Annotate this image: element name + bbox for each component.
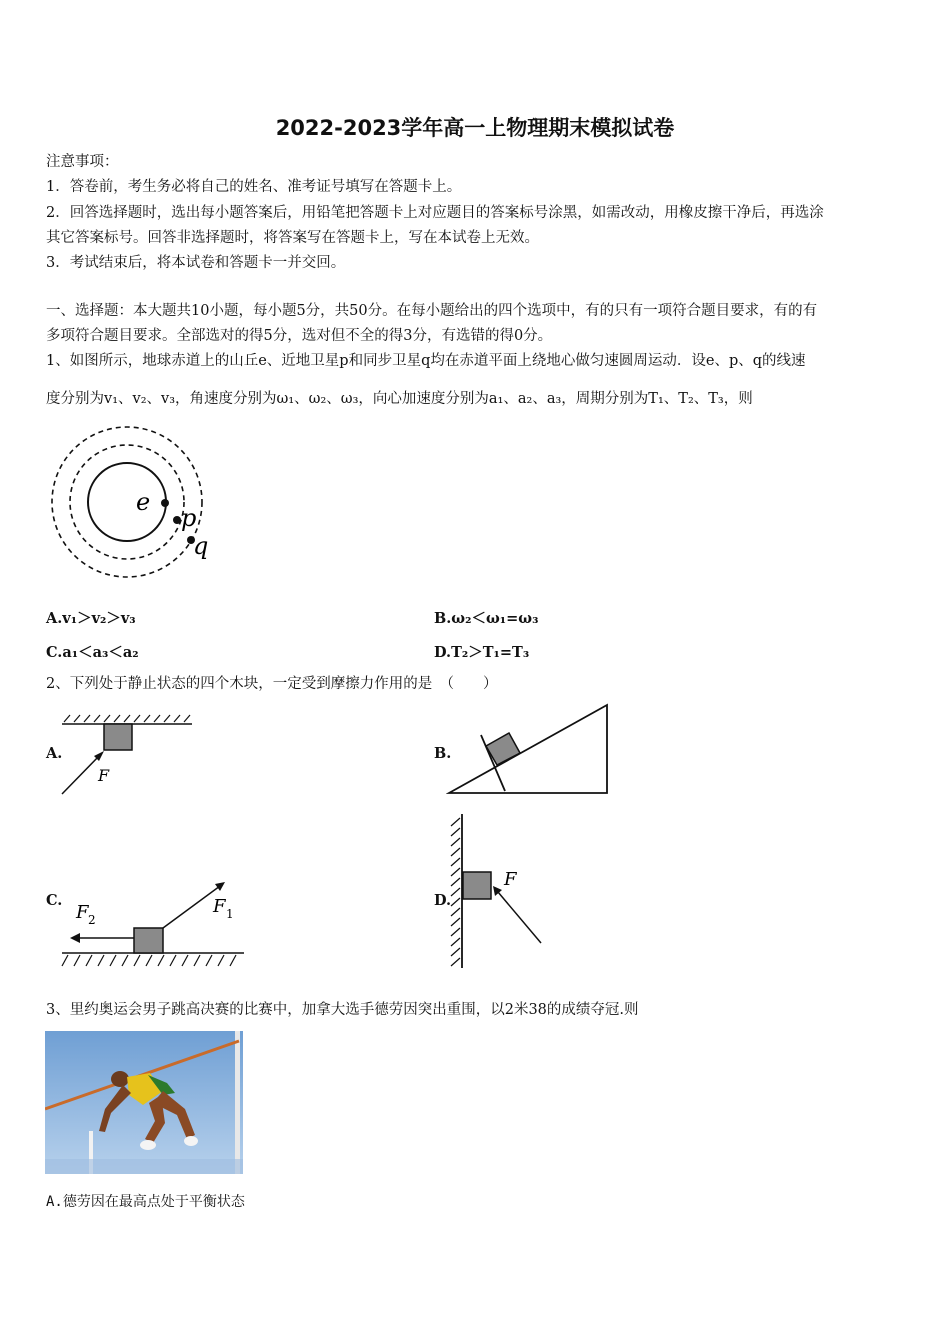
orbit-diagram xyxy=(46,422,216,592)
q2-option-a[interactable]: A. xyxy=(46,745,63,762)
block-a xyxy=(104,724,132,750)
label-force-a: F xyxy=(98,766,110,785)
label-force-f2-sub: 2 xyxy=(88,913,96,927)
section-instruction-line-2: 多项符合题目要求。全部选对的得5分，选对但不全的得3分，有选错的得0分。 xyxy=(46,328,553,344)
figure-d-wall-block xyxy=(446,812,556,972)
notice-item-2-line-2: 其它答案标号。回答非选择题时，将答案写在答题卡上，写在本试卷上无效。 xyxy=(46,230,539,246)
notice-item-2-line-1: 2．回答选择题时，选出每小题答案后，用铅笔把答题卡上对应题目的答案标号涂黑，如需改动，用橡皮擦干净后，再选涂 xyxy=(46,205,824,221)
q1-option-c[interactable]: C.a₁＜a₃＜a₂ xyxy=(46,644,139,661)
earth-circle xyxy=(88,463,166,541)
q2-option-d[interactable]: D. xyxy=(434,892,452,909)
label-p: p xyxy=(181,504,197,532)
q1-stem-line-2: 度分别为v₁、v₂、v₃，角速度分别为ω₁、ω₂、ω₃，向心加速度分别为a₁、a₂、a₃，周期分别为T₁、T₂、T₃，则 xyxy=(46,391,753,407)
block-c xyxy=(134,928,163,953)
q2-stem: 2、下列处于静止状态的四个木块，一定受到摩擦力作用的是 （ ） xyxy=(46,676,498,692)
q1-option-a[interactable]: A.v₁＞v₂＞v₃ xyxy=(46,610,136,627)
label-force-f2: F xyxy=(76,902,89,923)
q2-option-c[interactable]: C. xyxy=(46,892,63,909)
q3-option-a[interactable]: A.德劳因在最高点处于平衡状态 xyxy=(46,1194,245,1210)
notice-item-1: 1．答卷前，考生务必将自己的姓名、准考证号填写在答题卡上。 xyxy=(46,179,462,195)
block-d xyxy=(463,872,491,899)
q3-stem: 3、里约奥运会男子跳高决赛的比赛中，加拿大选手德劳因突出重围，以2米38的成绩夺冠.则 xyxy=(46,1002,639,1018)
figure-b-incline-block xyxy=(446,702,612,798)
q1-option-b[interactable]: B.ω₂＜ω₁=ω₃ xyxy=(434,610,539,627)
q2-option-b[interactable]: B. xyxy=(434,745,452,762)
point-e xyxy=(161,499,169,507)
label-force-d: F xyxy=(504,869,517,890)
upright-pole xyxy=(235,1031,240,1174)
label-force-f1: F xyxy=(213,896,226,917)
sync-orbit xyxy=(52,427,202,577)
section-instruction-line-1: 一、选择题：本大题共10小题，每小题5分，共50分。在每小题给出的四个选项中，有的只有一项符合题目要求，有的有 xyxy=(46,303,818,319)
label-q: q xyxy=(193,532,209,560)
figure-c-floor-block xyxy=(58,874,250,972)
label-force-f1-sub: 1 xyxy=(226,907,234,921)
page-title: 2022-2023学年高一上物理期末模拟试卷 xyxy=(275,116,675,140)
label-e: e xyxy=(136,488,151,516)
point-p xyxy=(173,516,181,524)
notice-heading: 注意事项： xyxy=(46,154,119,170)
q1-option-d[interactable]: D.T₂＞T₁=T₃ xyxy=(434,644,530,661)
q1-stem-line-1: 1、如图所示，地球赤道上的山丘e、近地卫星p和同步卫星q均在赤道平面上绕地心做匀速圆周运动．设e、p、q的线速 xyxy=(46,353,806,369)
figure-a-ceiling-block xyxy=(58,712,198,802)
high-jump-photo xyxy=(45,1031,243,1174)
notice-item-3: 3．考试结束后，将本试卷和答题卡一并交回。 xyxy=(46,255,346,271)
